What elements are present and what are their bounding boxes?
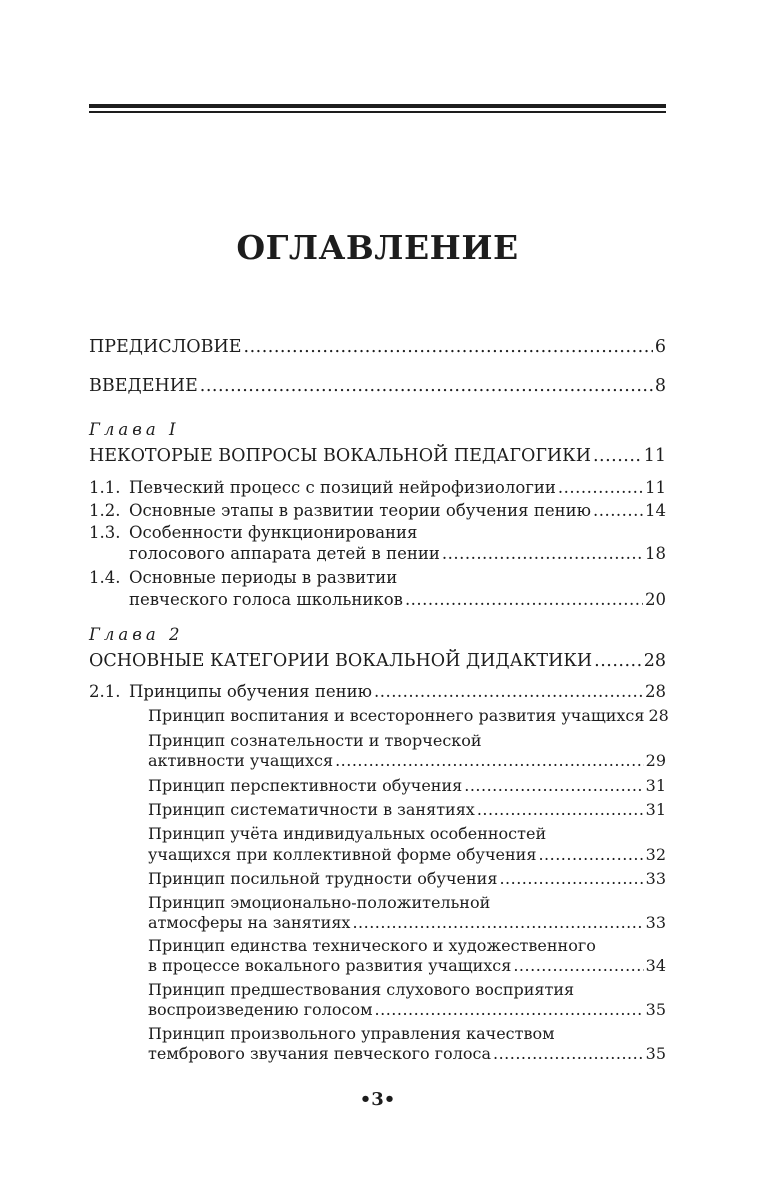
toc-entry-principle-6[interactable] — [148, 869, 666, 889]
toc-page-number: 35 — [645, 1000, 666, 1019]
toc-leader-dots — [594, 651, 642, 671]
toc-leader-dots — [493, 1044, 644, 1064]
toc-leader-dots — [538, 845, 643, 865]
toc-leader-dots — [513, 956, 643, 976]
principle-title: Принцип посильной трудности обучения — [148, 869, 498, 888]
toc-entry-1-3-line1[interactable] — [89, 523, 417, 543]
toc-entry-chapter-1[interactable] — [89, 446, 666, 466]
toc-leader-dots — [464, 776, 643, 796]
toc-entry-principle-5-line2[interactable] — [148, 845, 666, 865]
toc-entry-principle-1[interactable] — [148, 706, 669, 726]
toc-page-number: 29 — [645, 751, 666, 770]
toc-leader-dots — [593, 501, 643, 521]
toc-entry-1-3-line2[interactable] — [129, 544, 666, 564]
toc-page-number: 28 — [643, 651, 666, 671]
toc-page-number: 31 — [645, 776, 666, 795]
toc-entry-principle-2-line2[interactable] — [148, 751, 666, 771]
principle-title-cont: в процессе вокального развития учащихся — [148, 956, 512, 975]
toc-entry-principle-8-line1[interactable]: Принцип единства технического и художественного — [148, 936, 596, 955]
section-title: Певческий процесс с позиций нейрофизиологии — [129, 478, 556, 497]
chapter-1-heading: Глава I — [89, 420, 180, 439]
section-title: Принципы обучения пению — [129, 682, 372, 701]
toc-entry-principle-7-line2[interactable] — [148, 913, 666, 933]
toc-entry-1-1[interactable] — [89, 478, 666, 498]
toc-entry-principle-2-line1[interactable]: Принцип сознательности и творческой — [148, 731, 482, 750]
toc-page-number: 11 — [645, 478, 666, 497]
section-number: 1.4. — [89, 568, 121, 587]
principle-title-cont: воспроизведению голосом — [148, 1000, 373, 1019]
section-title: Основные этапы в развитии теории обучения пению — [129, 501, 591, 520]
principle-title-cont: тембрового звучания певческого голоса — [148, 1044, 491, 1063]
toc-entry-label: ВВЕДЕНИЕ — [89, 376, 198, 396]
toc-entry-preface[interactable] — [89, 337, 666, 357]
toc-leader-dots — [352, 913, 643, 933]
toc-page-number: 28 — [648, 706, 669, 725]
toc-entry-principle-10-line2[interactable] — [148, 1044, 666, 1064]
section-title: Особенности функционирования — [129, 523, 418, 542]
toc-entry-label: ПРЕДИСЛОВИЕ — [89, 337, 242, 357]
principle-title: Принцип систематичности в занятиях — [148, 800, 475, 819]
toc-entry-2-1[interactable] — [89, 682, 666, 702]
section-title-cont: певческого голоса школьников — [129, 590, 403, 609]
chapter-2-heading: Глава 2 — [89, 625, 184, 644]
toc-entry-label: НЕКОТОРЫЕ ВОПРОСЫ ВОКАЛЬНОЙ ПЕДАГОГИКИ — [89, 446, 591, 466]
toc-leader-dots — [375, 1000, 644, 1020]
section-number: 2.1. — [89, 682, 121, 701]
toc-page-number: 33 — [645, 869, 666, 888]
toc-page-number: 32 — [645, 845, 666, 864]
toc-entry-principle-9-line1[interactable]: Принцип предшествования слухового восприятия — [148, 980, 575, 999]
toc-leader-dots — [244, 337, 653, 357]
toc-page-number: 6 — [654, 337, 666, 357]
toc-page-number: 34 — [645, 956, 666, 975]
toc-page-number: 33 — [645, 913, 666, 932]
toc-entry-1-4-line1[interactable] — [89, 568, 397, 588]
section-number: 1.1. — [89, 478, 121, 497]
toc-entry-label — [89, 478, 556, 498]
toc-page-number: 31 — [645, 800, 666, 819]
toc-page-number: 18 — [645, 544, 666, 563]
section-number: 1.3. — [89, 523, 121, 542]
toc-entry-principle-7-line1[interactable]: Принцип эмоционально-положительной — [148, 893, 491, 912]
principle-title-cont: активности учащихся — [148, 751, 334, 770]
principle-title: Принцип воспитания и всестороннего развития учащихся — [148, 706, 645, 725]
toc-entry-label — [89, 682, 372, 702]
toc-entry-label — [89, 501, 591, 521]
section-title: Основные периоды в развитии — [129, 568, 398, 587]
toc-entry-1-2[interactable] — [89, 501, 666, 521]
toc-entry-1-4-line2[interactable] — [129, 590, 666, 610]
toc-page-number: 28 — [645, 682, 666, 701]
page-number-footer: •3• — [359, 1089, 396, 1110]
toc-page-number: 20 — [645, 590, 666, 609]
section-title-cont: голосового аппарата детей в пении — [129, 544, 440, 563]
header-rule-thick — [89, 104, 666, 108]
toc-entry-principle-5-line1[interactable]: Принцип учёта индивидуальных особенностей — [148, 824, 547, 843]
toc-entry-intro[interactable] — [89, 376, 666, 396]
toc-leader-dots — [405, 590, 643, 610]
toc-page-number: 35 — [645, 1044, 666, 1063]
toc-entry-principle-3[interactable] — [148, 776, 666, 796]
toc-leader-dots — [499, 869, 643, 889]
header-rule-thin — [89, 111, 666, 113]
principle-title-cont: учащихся при коллективной форме обучения — [148, 845, 537, 864]
page-title: ОГЛАВЛЕНИЕ — [236, 228, 519, 267]
toc-entry-principle-8-line2[interactable] — [148, 956, 666, 976]
toc-leader-dots — [200, 376, 653, 396]
toc-entry-principle-9-line2[interactable] — [148, 1000, 666, 1020]
toc-leader-dots — [558, 478, 643, 498]
section-number: 1.2. — [89, 501, 121, 520]
principle-title: Принцип перспективности обучения — [148, 776, 463, 795]
principle-title-cont: атмосферы на занятиях — [148, 913, 351, 932]
toc-page-number: 11 — [643, 446, 666, 466]
toc-leader-dots — [442, 544, 643, 564]
toc-leader-dots — [593, 446, 642, 466]
toc-entry-label: ОСНОВНЫЕ КАТЕГОРИИ ВОКАЛЬНОЙ ДИДАКТИКИ — [89, 651, 593, 671]
toc-page-number: 8 — [654, 376, 666, 396]
toc-entry-principle-10-line1[interactable]: Принцип произвольного управления качеством — [148, 1024, 555, 1043]
toc-entry-principle-4[interactable] — [148, 800, 666, 820]
toc-leader-dots — [477, 800, 644, 820]
toc-page-number: 14 — [645, 501, 666, 520]
toc-leader-dots — [374, 682, 643, 702]
toc-leader-dots — [335, 751, 644, 771]
toc-entry-chapter-2[interactable] — [89, 651, 666, 671]
